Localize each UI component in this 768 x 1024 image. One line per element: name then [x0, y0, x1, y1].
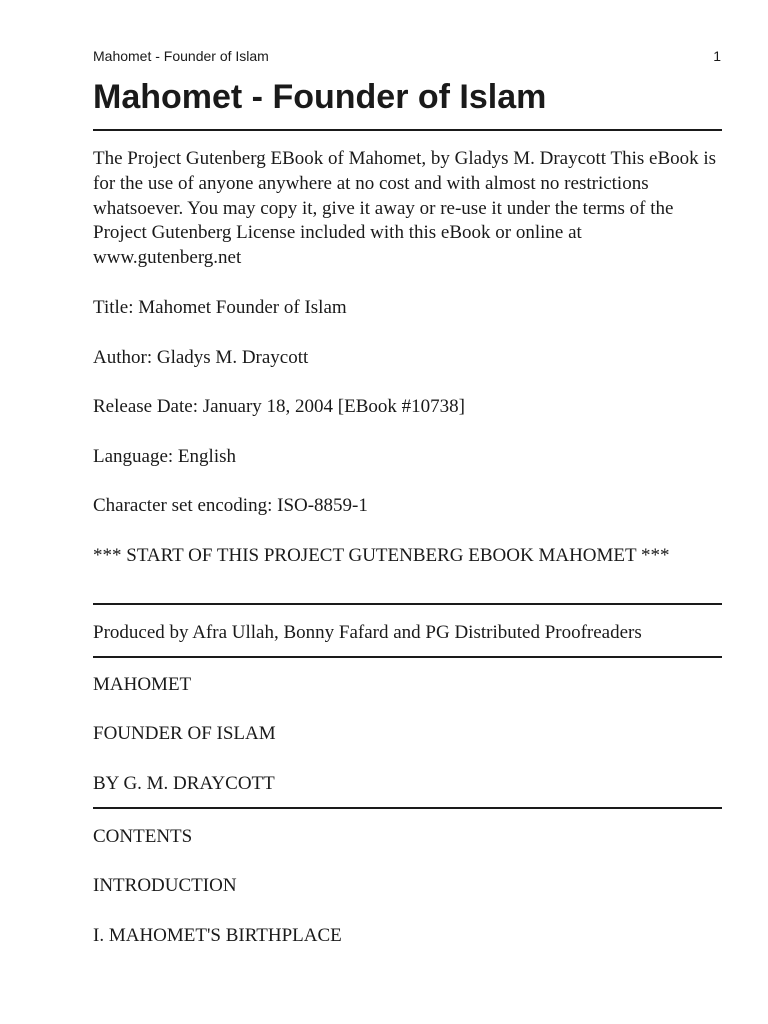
- contents-heading: CONTENTS: [93, 826, 193, 847]
- page-number: 1: [713, 48, 721, 64]
- book-title-line-1: MAHOMET: [93, 674, 192, 695]
- section-divider-1: [93, 603, 722, 605]
- book-title-line-2: FOUNDER OF ISLAM: [93, 723, 276, 744]
- metadata-language: Language: English: [93, 446, 236, 467]
- contents-item: INTRODUCTION: [93, 875, 237, 896]
- document-title: Mahomet - Founder of Islam: [93, 78, 547, 116]
- book-byline: BY G. M. DRAYCOTT: [93, 773, 275, 794]
- title-divider: [93, 129, 722, 131]
- running-header-title: Mahomet - Founder of Islam: [93, 48, 269, 64]
- start-marker: *** START OF THIS PROJECT GUTENBERG EBOOK MAHOMET ***: [93, 545, 670, 566]
- section-divider-2: [93, 656, 722, 658]
- metadata-release-date: Release Date: January 18, 2004 [EBook #10738]: [93, 396, 465, 417]
- contents-item: I. MAHOMET'S BIRTHPLACE: [93, 925, 342, 946]
- metadata-title: Title: Mahomet Founder of Islam: [93, 297, 347, 318]
- intro-paragraph: The Project Gutenberg EBook of Mahomet, by Gladys M. Draycott This eBook is for the use of anyone anywhere at no cost and with almost no restrictions whatsoever. You may copy it, give it away or re-use it under the terms of the Project Gutenberg License included with this eBook or online at www.gutenberg.net: [93, 148, 717, 269]
- produced-by-line: Produced by Afra Ullah, Bonny Fafard and PG Distributed Proofreaders: [93, 622, 642, 643]
- metadata-author: Author: Gladys M. Draycott: [93, 347, 309, 368]
- metadata-encoding: Character set encoding: ISO-8859-1: [93, 495, 368, 516]
- section-divider-3: [93, 807, 722, 809]
